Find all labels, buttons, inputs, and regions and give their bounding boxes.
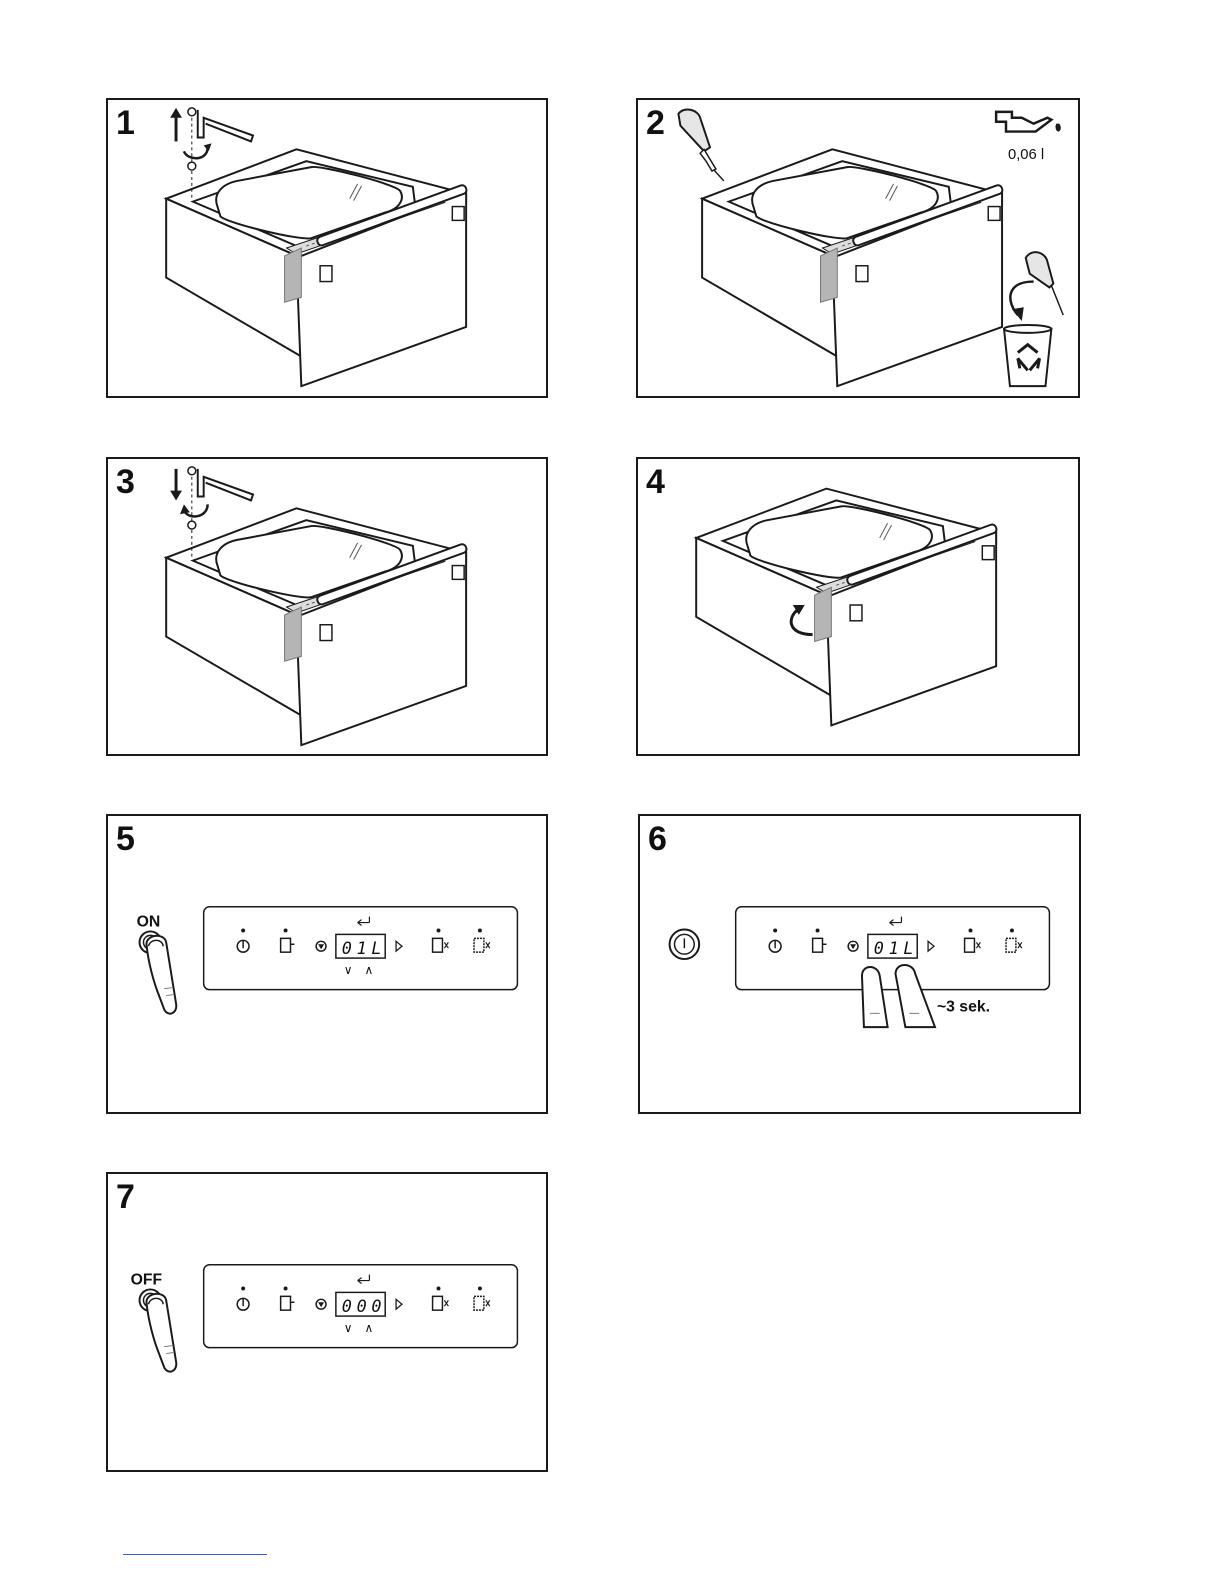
step-number: 2: [646, 104, 664, 142]
svg-text:∧: ∧: [364, 1320, 374, 1335]
step-number: 7: [116, 1178, 134, 1216]
on-label: ON: [136, 913, 161, 931]
step-panel-4: [636, 457, 1080, 756]
control-panel-illustration: [640, 816, 1079, 1112]
svg-text:1: 1: [888, 938, 899, 959]
control-panel-illustration: [108, 1174, 546, 1470]
off-label: OFF: [130, 1271, 163, 1289]
step-number: 1: [116, 104, 134, 142]
up-arrow-icon: [170, 108, 182, 142]
control-panel-illustration: [108, 816, 546, 1112]
recycle-bin-icon: [1004, 325, 1051, 386]
svg-text:L: L: [371, 938, 382, 959]
drawer-illustration: [108, 100, 546, 396]
svg-text:∨: ∨: [343, 962, 353, 977]
down-arrow-icon: [170, 469, 182, 501]
drawer-illustration: [108, 459, 546, 754]
power-icon: [670, 929, 700, 959]
step-number: 3: [116, 463, 134, 501]
finger-icon: [146, 936, 176, 1014]
step-number: 4: [646, 463, 664, 501]
oil-can-icon: [996, 112, 1061, 132]
step-panel-2: [636, 98, 1080, 398]
oil-bottle-icon: [678, 110, 723, 181]
footer-rule: [123, 1554, 267, 1555]
step-panel-3: [106, 457, 548, 756]
step-panel-7: [106, 1172, 548, 1472]
display-digits: [342, 938, 382, 958]
svg-text:∧: ∧: [364, 962, 374, 977]
svg-text:L: L: [903, 938, 914, 959]
svg-text:0: 0: [371, 1296, 382, 1317]
step-panel-6: [638, 814, 1081, 1114]
oil-amount-label: 0,06 l: [1007, 147, 1045, 164]
drawer-illustration: [638, 459, 1078, 754]
display-digits: [342, 1296, 382, 1316]
svg-text:∨: ∨: [343, 1320, 353, 1335]
step-panel-1: [106, 98, 548, 398]
rotate-arrow-icon: [184, 147, 208, 158]
hold-time-label: ~3 sek.: [936, 998, 991, 1016]
step-number: 6: [648, 820, 666, 858]
step-panel-5: [106, 814, 548, 1114]
drawer-illustration: [638, 100, 1078, 396]
step-number: 5: [116, 820, 134, 858]
svg-text:0: 0: [341, 1296, 352, 1317]
finger-icon: [146, 1294, 176, 1372]
svg-text:0: 0: [873, 938, 884, 959]
svg-text:0: 0: [356, 1296, 367, 1317]
display-digits: [874, 938, 914, 958]
svg-text:0: 0: [341, 938, 352, 959]
svg-text:1: 1: [356, 938, 367, 959]
